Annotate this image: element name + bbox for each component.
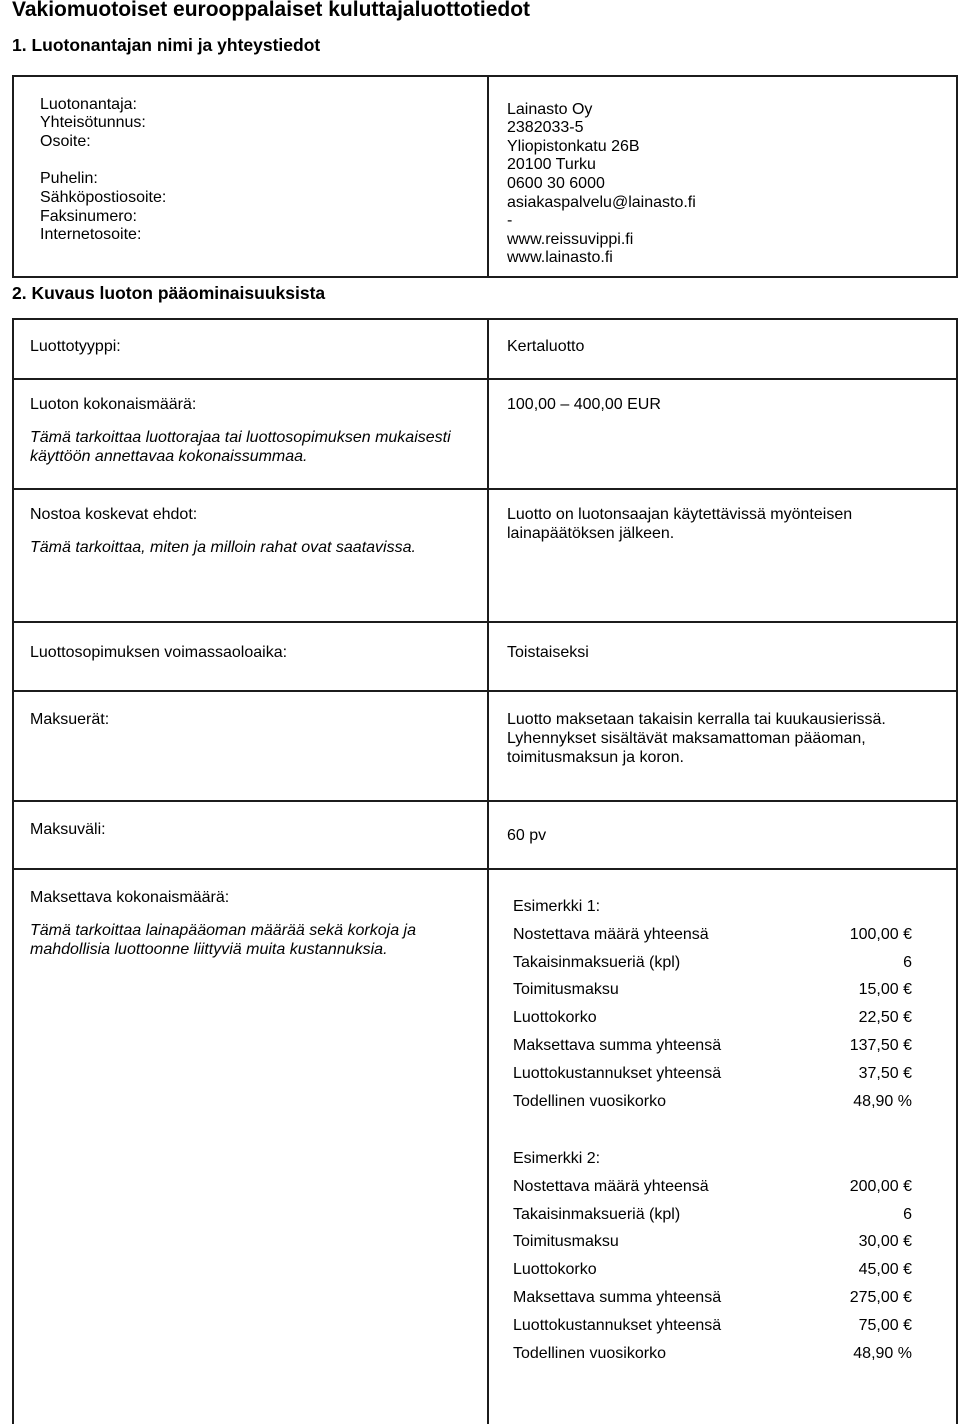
row-payment-interval <box>12 800 958 870</box>
example-row-value: 22,50 € <box>858 1009 912 1027</box>
example-row-label: Takaisinmaksueriä (kpl) <box>513 953 681 971</box>
example-row-value: 137,50 € <box>849 1037 912 1055</box>
lender-labels-cell <box>12 75 489 278</box>
total-payable-examples-cell <box>487 868 958 1424</box>
website-2: www.lainasto.fi <box>507 249 613 267</box>
example-row-value: 6 <box>903 1205 912 1223</box>
instalments-value-cell <box>487 690 958 802</box>
total-amount-value: 100,00 – 400,00 EUR <box>507 395 661 413</box>
example-row <box>513 949 912 977</box>
business-id: 2382033-5 <box>507 119 584 137</box>
example-row-value: 45,00 € <box>858 1261 912 1279</box>
example-row <box>513 1228 912 1256</box>
example-row-label: Luottokorko <box>513 1009 597 1027</box>
phone-number: 0600 30 6000 <box>507 175 605 193</box>
example-row-label: Toimitusmaksu <box>513 1233 619 1251</box>
example-row-value: 30,00 € <box>858 1233 912 1251</box>
note-line: mahdollisia luottoonne liittyviä muita kustannuksia. <box>30 941 388 958</box>
example-row-value: 275,00 € <box>849 1289 912 1307</box>
payment-interval-value: 60 pv <box>507 826 547 844</box>
total-payable-label: Maksettava kokonaismäärä: <box>30 888 230 906</box>
example-row <box>513 1004 912 1032</box>
phone-label: Puhelin: <box>40 170 98 188</box>
example-row-label: Maksettava summa yhteensä <box>513 1289 722 1307</box>
total-payable-label-cell <box>12 868 489 1424</box>
example-row-label: Nostettava määrä yhteensä <box>513 925 709 943</box>
example-row-label: Toimitusmaksu <box>513 981 619 999</box>
total-amount-label: Luoton kokonaismäärä: <box>30 395 197 413</box>
website-1: www.reissuvippi.fi <box>507 230 634 248</box>
total-amount-value-cell <box>487 378 958 490</box>
document-title: Vakiomuotoiset eurooppalaiset kuluttajaluottotiedot <box>12 0 531 21</box>
example-row-value: 15,00 € <box>858 981 912 999</box>
instalments-value-line: Lyhennykset sisältävät maksamattoman pääoman, <box>507 729 866 747</box>
section-2-heading: 2. Kuvaus luoton pääominaisuuksista <box>12 283 326 303</box>
business-id-label: Yhteisötunnus: <box>40 114 146 132</box>
example-title: Esimerkki 2: <box>513 1150 601 1168</box>
example-row-label: Luottokorko <box>513 1261 597 1279</box>
website-label: Internetosoite: <box>40 226 142 244</box>
email-address: asiakaspalvelu@lainasto.fi <box>507 193 696 211</box>
instalments-value-line: Luotto maksetaan takaisin kerralla tai kuukausierissä. <box>507 710 886 728</box>
row-credit-type <box>12 318 958 380</box>
drawdown-value-line: Luotto on luotonsaajan käytettävissä myönteisen <box>507 505 853 523</box>
example-row-label: Nostettava määrä yhteensä <box>513 1177 709 1195</box>
example-row-label: Maksettava summa yhteensä <box>513 1037 722 1055</box>
example-title: Esimerkki 1: <box>513 898 601 916</box>
credit-type-value: Kertaluotto <box>507 337 585 355</box>
example-row-label: Todellinen vuosikorko <box>513 1092 666 1110</box>
row-instalments <box>12 690 958 802</box>
row-duration <box>12 621 958 692</box>
example-row <box>513 1032 912 1060</box>
example-2 <box>513 1145 912 1367</box>
example-row <box>513 1088 912 1116</box>
drawdown-value-line: lainapäätöksen jälkeen. <box>507 524 675 542</box>
example-row <box>513 1340 912 1368</box>
credit-type-label: Luottotyyppi: <box>30 337 121 355</box>
cost-examples <box>513 893 912 1367</box>
instalments-value-line: toimitusmaksun ja koron. <box>507 748 684 766</box>
duration-value-cell <box>487 621 958 692</box>
example-1 <box>513 893 912 1115</box>
example-row-value: 100,00 € <box>849 925 912 943</box>
total-payable-note <box>30 921 487 959</box>
street-address: Yliopistonkatu 26B <box>507 137 640 155</box>
example-row-label: Todellinen vuosikorko <box>513 1344 666 1362</box>
drawdown-label: Nostoa koskevat ehdot: <box>30 505 198 523</box>
payment-interval-value-cell <box>487 800 958 870</box>
section-1-heading: 1. Luotonantajan nimi ja yhteystiedot <box>12 35 321 55</box>
row-drawdown <box>12 488 958 623</box>
note-line: Tämä tarkoittaa, miten ja milloin rahat ovat saatavissa. <box>30 539 416 556</box>
duration-value: Toistaiseksi <box>507 643 589 661</box>
example-row-value: 200,00 € <box>849 1177 912 1195</box>
example-row <box>513 976 912 1004</box>
example-row-value: 6 <box>903 953 912 971</box>
instalments-label-cell <box>12 690 489 802</box>
example-row <box>513 1256 912 1284</box>
example-row <box>513 1312 912 1340</box>
drawdown-note <box>30 538 487 557</box>
example-row-value: 37,50 € <box>858 1064 912 1082</box>
example-row-value: 48,90 % <box>853 1092 912 1110</box>
address-label: Osoite: <box>40 132 91 150</box>
payment-interval-label-cell <box>12 800 489 870</box>
postal-address: 20100 Turku <box>507 156 596 174</box>
example-row <box>513 1060 912 1088</box>
example-row <box>513 1173 912 1201</box>
instalments-label: Maksuerät: <box>30 710 110 728</box>
email-label: Sähköpostiosoite: <box>40 189 167 207</box>
lender-name: Lainasto Oy <box>507 100 593 118</box>
example-row-value: 75,00 € <box>858 1316 912 1334</box>
example-row-label: Takaisinmaksueriä (kpl) <box>513 1205 681 1223</box>
example-row-label: Luottokustannukset yhteensä <box>513 1064 722 1082</box>
example-row <box>513 921 912 949</box>
example-row <box>513 1201 912 1229</box>
row-total-payable <box>12 868 958 1424</box>
note-line: Tämä tarkoittaa lainapääoman määrää sekä korkoja ja <box>30 922 416 939</box>
note-line: käyttöön annettavaa kokonaissummaa. <box>30 448 308 465</box>
credit-type-value-cell <box>487 318 958 380</box>
fax-number: - <box>507 212 513 230</box>
example-row-label: Luottokustannukset yhteensä <box>513 1316 722 1334</box>
example-row <box>513 1284 912 1312</box>
total-amount-label-cell <box>12 378 489 490</box>
row-total-amount <box>12 378 958 490</box>
payment-interval-label: Maksuväli: <box>30 820 106 838</box>
drawdown-label-cell <box>12 488 489 623</box>
duration-label-cell <box>12 621 489 692</box>
fax-label: Faksinumero: <box>40 207 137 225</box>
credit-type-label-cell <box>12 318 489 380</box>
lender-label: Luotonantaja: <box>40 95 137 113</box>
duration-label: Luottosopimuksen voimassaoloaika: <box>30 643 288 661</box>
total-amount-note <box>30 428 487 466</box>
lender-values-cell <box>487 75 958 278</box>
note-line: Tämä tarkoittaa luottorajaa tai luottosopimuksen mukaisesti <box>30 429 451 446</box>
example-row-value: 48,90 % <box>853 1344 912 1362</box>
lender-info-table <box>12 75 958 278</box>
drawdown-value-cell <box>487 488 958 623</box>
